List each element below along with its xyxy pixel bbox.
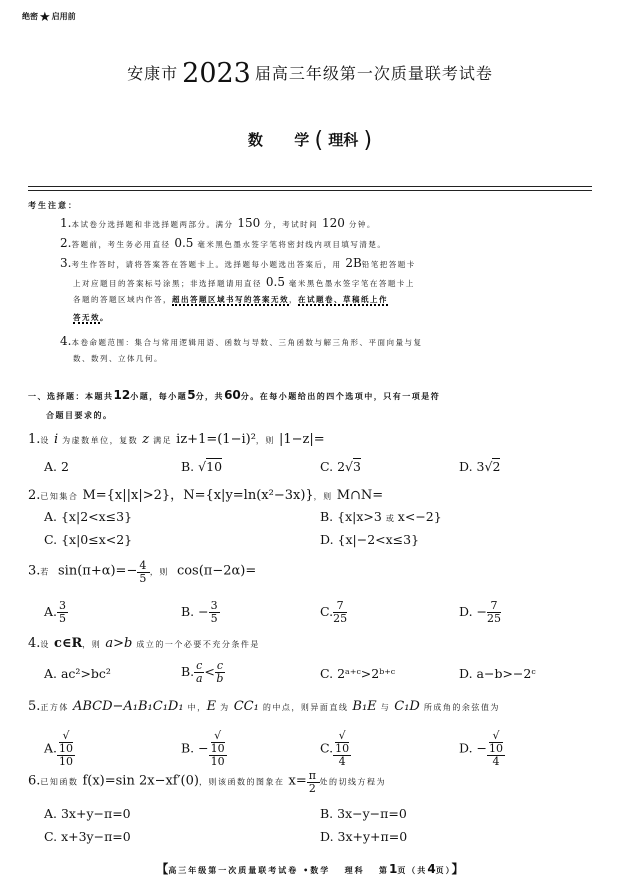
- denominator: 25: [333, 612, 348, 625]
- question-number: 4.: [28, 636, 41, 651]
- q-math: a>b: [105, 636, 133, 651]
- option-label: B. −: [181, 604, 209, 619]
- section-score-each: 5: [187, 388, 196, 402]
- q5-option-b: [181, 730, 227, 768]
- note-num: 1.: [60, 216, 72, 230]
- question-5: [28, 699, 500, 714]
- confidential-text: 绝密: [22, 12, 38, 21]
- note-text: 分，考试时间: [264, 220, 319, 229]
- option-label: A.: [44, 604, 58, 619]
- title-year: 2023: [182, 58, 251, 89]
- option-text: x<−2}: [397, 509, 442, 524]
- sqrt-value: 3: [353, 459, 361, 474]
- numerator: c: [196, 659, 203, 672]
- paren-open: (: [314, 128, 324, 153]
- q-text: 的中点，则异面直线: [262, 703, 349, 712]
- q5-option-d: [459, 730, 505, 768]
- q-text: ，则该函数的图象在: [198, 777, 285, 787]
- note-minutes: 120: [322, 216, 345, 230]
- fraction: [487, 600, 501, 625]
- less-than: <: [204, 664, 215, 679]
- q-text: ，则: [255, 436, 275, 445]
- denominator: 4: [338, 755, 346, 768]
- q-text: 所成角的余弦值为: [423, 703, 500, 712]
- question-number: 6.: [28, 773, 41, 789]
- section-header-line-2: 合题目要求的。: [46, 411, 113, 420]
- numerator: 7: [487, 600, 501, 613]
- fraction: √ 10 10: [59, 729, 74, 768]
- fraction: [137, 560, 150, 585]
- q-math: f(x)=sin 2x−xf′(0): [82, 773, 199, 789]
- q5-option-a: [44, 730, 75, 768]
- q3-option-c: [320, 600, 347, 625]
- fraction: √ 10 10: [210, 729, 225, 768]
- footer-type: 理科: [344, 866, 365, 875]
- q-text: ，: [170, 488, 184, 503]
- note-text: 本试卷分选择题和非选择题两部分。满分: [71, 220, 234, 229]
- option-text: B. {x|x>3: [320, 509, 382, 524]
- page-number: 1: [388, 862, 398, 876]
- q2-option-d: D. {x|−2<x≤3}: [320, 532, 420, 547]
- option-label: C.: [320, 604, 334, 619]
- denominator: 4: [492, 755, 500, 768]
- note-num: 3.: [60, 256, 72, 270]
- q4-option-b: [181, 660, 225, 685]
- note-4-line-2: [73, 353, 163, 364]
- q2-option-a: A. {x|2<x≤3}: [44, 509, 133, 524]
- option-label: B.: [181, 664, 195, 679]
- q-math: M∩N=: [336, 488, 384, 503]
- q6-option-c: C. x+3y−π=0: [44, 829, 131, 844]
- note-3-line-2: [73, 275, 415, 289]
- q2-option-c: C. {x|0≤x<2}: [44, 532, 133, 547]
- numerator: 10: [210, 742, 225, 755]
- q-text: 为: [220, 703, 230, 712]
- section-count: 12: [113, 388, 131, 402]
- footer-subject: 数学: [310, 866, 331, 875]
- note-text: 各题的答题区域内作答，: [73, 295, 172, 304]
- option-label: A.: [44, 740, 58, 756]
- section-text: 分。在每小题给出的四个选项中，只有一项是符: [240, 392, 441, 401]
- q4-option-a: A. ac²>bc²: [44, 666, 111, 681]
- note-emphasis: 答无效: [73, 313, 100, 322]
- note-text: ，: [289, 295, 298, 304]
- q-math: B₁E: [352, 699, 377, 714]
- sqrt-value: 2: [492, 459, 501, 474]
- fraction: √ 10 4: [335, 729, 350, 768]
- note-text: 分钟。: [348, 220, 376, 229]
- q2-option-b: [320, 509, 442, 524]
- numerator: π: [308, 769, 318, 782]
- note-4-line-1: [60, 334, 422, 348]
- question-number: 3.: [28, 563, 41, 579]
- denominator: a: [195, 672, 203, 685]
- q-text: 与: [380, 703, 391, 712]
- q6-option-d: D. 3x+y+π=0: [320, 829, 408, 844]
- page-footer: [0, 860, 620, 877]
- q-text: 设: [40, 640, 50, 649]
- question-1: [28, 432, 325, 447]
- q3-option-b: [181, 600, 220, 625]
- note-text: 毫米黑色墨水签字笔将密封线内项目填写清楚。: [197, 240, 387, 249]
- q5-option-c: [320, 730, 351, 768]
- notes-heading: 考生注意：: [28, 201, 78, 210]
- note-num: 2.: [60, 236, 72, 250]
- q-math: E: [206, 699, 217, 714]
- subject-char-1: 数: [247, 131, 263, 149]
- denominator: b: [216, 672, 224, 685]
- q6-option-b: B. 3x−y−π=0: [320, 806, 407, 821]
- section-header: [28, 388, 440, 402]
- denominator: 25: [487, 612, 501, 625]
- q-math: i: [53, 432, 59, 447]
- numerator: 3: [210, 599, 218, 612]
- q-text: 设: [40, 436, 50, 445]
- bracket-right: 】: [451, 862, 464, 876]
- question-2: [28, 484, 383, 503]
- subject-type: 理科: [328, 131, 359, 149]
- denominator: 5: [210, 612, 218, 625]
- q-text: ，则: [313, 492, 333, 501]
- q-text: 满足: [153, 436, 173, 445]
- question-number: 2.: [28, 488, 41, 503]
- divider-thick: [28, 186, 592, 187]
- q-text: 处的切线方程为: [319, 777, 386, 787]
- numerator: 10: [59, 742, 74, 755]
- title-text: 届高三年级第一次质量联考试卷: [254, 64, 493, 83]
- note-diameter: 0.5: [174, 236, 194, 250]
- bullet-icon: •: [303, 866, 311, 875]
- q-text: 正方体: [40, 703, 69, 712]
- note-3-line-3: [73, 294, 388, 305]
- q6-option-a: A. 3x+y−π=0: [44, 806, 131, 821]
- title-city: 安康市: [127, 64, 179, 83]
- section-text: 分，共: [195, 392, 225, 401]
- question-4: [28, 636, 260, 651]
- q-math: z: [142, 432, 150, 447]
- q-math: cos(π−2α)=: [176, 563, 257, 579]
- q-math: iz+1=(1−i)²: [176, 432, 256, 447]
- question-number: 1.: [28, 432, 41, 447]
- bracket-left: 【: [156, 862, 169, 876]
- note-pencil: 2B: [345, 256, 362, 270]
- option-label: D. −: [459, 604, 487, 619]
- note-emphasis: 超出答题区域书写的答案无效: [172, 295, 289, 304]
- numerator: 10: [335, 742, 350, 755]
- numerator: c: [216, 659, 223, 672]
- exam-title: [0, 58, 620, 89]
- q1-option-a: A. 2: [44, 459, 69, 474]
- star-icon: ★: [39, 10, 51, 25]
- question-3: [28, 560, 256, 585]
- question-number: 5.: [28, 699, 41, 714]
- q-text: 已知函数: [40, 777, 79, 787]
- fraction: √ 10 4: [489, 729, 503, 768]
- option-label: D. −: [459, 740, 487, 756]
- option-label: D. 3: [459, 459, 485, 474]
- q-text: 若: [40, 567, 50, 577]
- q1-option-b: B. √10: [181, 459, 223, 474]
- confidential-label: [22, 10, 76, 25]
- sqrt-value: 10: [206, 459, 223, 474]
- option-text: 或: [385, 514, 394, 523]
- option-label: C.: [320, 740, 334, 756]
- note-num: 4.: [60, 334, 72, 348]
- note-text: 。: [100, 313, 109, 322]
- q-math: sin(π+α)=−: [58, 563, 138, 579]
- q-math: x=: [288, 773, 307, 789]
- before-use-text: 启用前: [51, 12, 76, 21]
- fraction: [307, 770, 320, 795]
- section-text: 一、选择题：本题共: [28, 392, 114, 401]
- option-label: C. 2: [320, 459, 346, 474]
- denominator: 10: [59, 755, 74, 768]
- footer-text: 页（共: [397, 866, 428, 875]
- q4-option-d: D. a−b>−2ᶜ: [459, 666, 536, 681]
- note-text: 铅笔把答题卡: [361, 260, 416, 269]
- numerator: 4: [139, 559, 148, 572]
- note-text: 考生作答时，请将答案答在答题卡上。选择题每小题选出答案后，用: [71, 260, 342, 269]
- divider-thin: [28, 190, 592, 191]
- q-text: ，则: [149, 567, 169, 577]
- q-math: CC₁: [233, 699, 259, 714]
- q-math: |1−z|=: [278, 432, 325, 447]
- note-text: 本卷命题范围：集合与常用逻辑用语、函数与导数、三角函数与解三角形、平面向量与复: [71, 338, 423, 347]
- note-text: 毫米黑色墨水签字笔在答题卡上: [288, 279, 415, 288]
- q3-option-d: [459, 600, 501, 625]
- subject-char-2: 学: [294, 131, 310, 149]
- numerator: 7: [333, 600, 347, 613]
- numerator: 10: [489, 742, 503, 755]
- denominator: 5: [59, 612, 67, 625]
- footer-text: 页）: [435, 866, 452, 875]
- fraction: [333, 600, 347, 625]
- note-score: 150: [237, 216, 261, 230]
- footer-text: 高三年级第一次质量联考试卷: [168, 866, 299, 875]
- page-total: 4: [427, 862, 436, 876]
- note-diameter: 0.5: [265, 275, 285, 289]
- note-3-line-1: [60, 256, 416, 270]
- section-total: 60: [224, 388, 241, 402]
- subject-title: [0, 128, 620, 153]
- footer-text: 第: [378, 866, 389, 875]
- note-emphasis: 在试题卷、草稿纸上作: [298, 295, 388, 304]
- q-text: 成立的一个必要不充分条件是: [136, 640, 260, 649]
- q1-option-d: D. 3√2: [459, 459, 501, 474]
- q-math: N={x|y=ln(x²−3x)}: [183, 488, 314, 503]
- q4-option-c: C. 2ᵃ⁺ᶜ>2ᵇ⁺ᶜ: [320, 666, 396, 681]
- note-2: [60, 236, 386, 250]
- q1-option-c: C. 2√3: [320, 459, 361, 474]
- q-text: ，则: [82, 640, 102, 649]
- option-label: B. −: [181, 740, 209, 756]
- q-text: 为虚数单位，复数: [62, 436, 139, 445]
- note-text: 答题前，考生务必用直径: [71, 240, 171, 249]
- q-text: 已知集合: [40, 492, 79, 501]
- option-label: B.: [181, 459, 195, 474]
- numerator: 3: [59, 599, 67, 612]
- section-text: 小题，每小题: [130, 392, 188, 401]
- denominator: 5: [139, 572, 148, 585]
- note-1: [60, 216, 376, 230]
- denominator: 10: [210, 755, 225, 768]
- q3-option-a: [44, 600, 68, 625]
- q-text: 中，: [187, 703, 207, 712]
- fraction: [57, 600, 68, 625]
- q-math: c∈R: [53, 636, 83, 651]
- denominator: 2: [308, 782, 318, 795]
- fraction: [215, 660, 225, 685]
- note-text: 上对应题目的答案标号涂黑；非选择题请用直径: [73, 279, 262, 288]
- note-3-line-4: [73, 312, 109, 323]
- q-math: ABCD−A₁B₁C₁D₁: [72, 699, 184, 714]
- fraction: [209, 600, 220, 625]
- note-text: 数、数列、立体几何。: [73, 354, 163, 363]
- paren-close: ): [363, 128, 373, 153]
- q-math: C₁D: [394, 699, 420, 714]
- question-6: [28, 770, 386, 795]
- fraction: [194, 660, 204, 685]
- q-math: M={x||x|>2}: [82, 488, 171, 503]
